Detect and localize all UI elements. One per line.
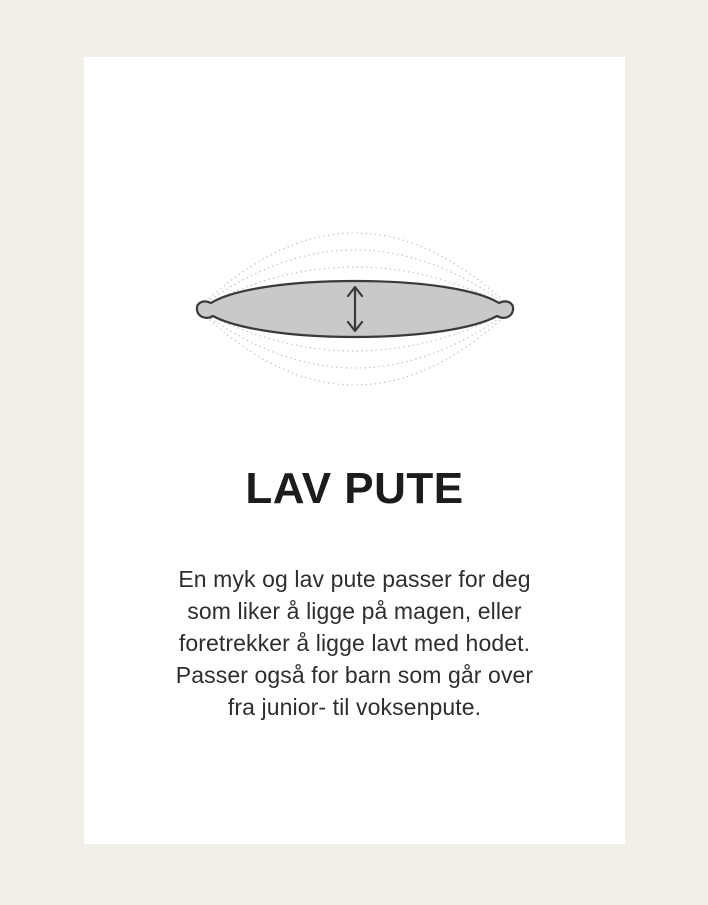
description-line: Passer også for barn som går over — [175, 662, 534, 688]
info-card — [84, 57, 625, 844]
description-line: fra junior- til voksenpute. — [227, 694, 482, 720]
description-line: som liker å ligge på magen, eller — [187, 598, 522, 624]
low-pillow-illustration — [190, 224, 520, 394]
description-line: foretrekker å ligge lavt med hodet. — [178, 630, 531, 656]
description-paragraph — [176, 563, 533, 723]
description-line: En myk og lav pute passer for deg — [178, 566, 531, 592]
page-title: LAV PUTE — [245, 464, 464, 513]
